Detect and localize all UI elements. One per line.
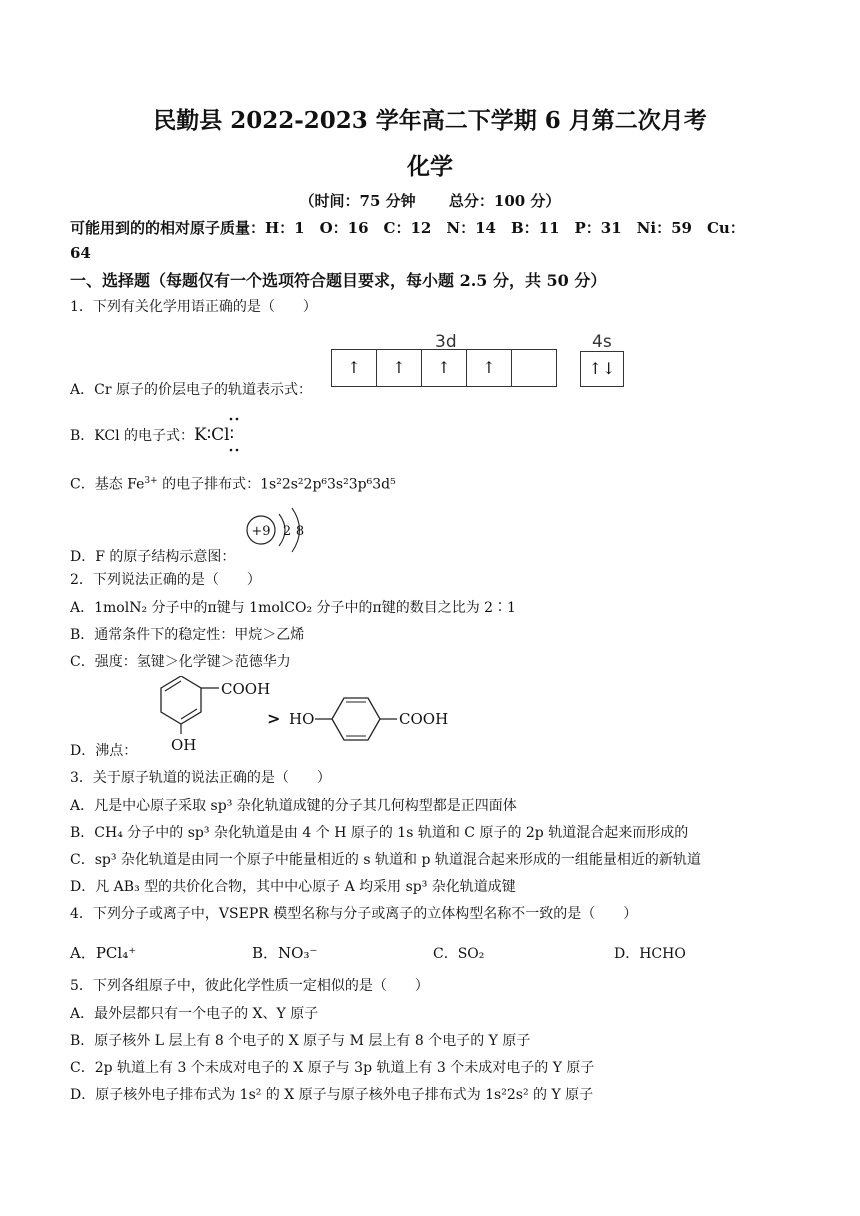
orbital-box: ↑ [331, 349, 377, 387]
cooh-label: COOH [221, 680, 271, 698]
q1-stem: 1．下列有关化学用语正确的是（ ） [70, 299, 317, 315]
orbital-box: ↑ [376, 349, 422, 387]
q4-option-a: A．PCl₄⁺ [70, 944, 137, 962]
q4-stem: 4．下列分子或离子中，VSEPR 模型名称与分子或离子的立体构型名称不一致的是（ ） [70, 906, 638, 922]
q5-stem: 5．下列各组原子中，彼此化学性质一定相似的是（ ） [70, 978, 429, 994]
q5-option-a: A．最外层都只有一个电子的 X、Y 原子 [70, 1006, 319, 1022]
electron-dots [222, 414, 252, 454]
kcl-electron-formula: K∶Cl∶ [194, 425, 235, 445]
nucleus-charge: +9 [251, 524, 271, 539]
q3-option-d: D．凡 AB₃ 型的共价化合物，其中中心原子 A 均采用 sp³ 杂化轨道成键 [70, 879, 516, 895]
shell-2-count: 8 [295, 524, 305, 539]
q3-option-b: B．CH₄ 分子中的 sp³ 杂化轨道是由 4 个 H 原子的 1s 轨道和 C 原子的 2p 轨道混合起来而形成的 [70, 825, 689, 841]
q2-option-c: C．强度：氢键＞化学键＞范德华力 [70, 654, 291, 670]
q4-option-b: B．NO₃⁻ [252, 944, 318, 962]
exam-info [0, 190, 860, 211]
q1-option-a: A．Cr 原子的价层电子的轨道表示式： [70, 382, 312, 398]
q1-option-c: C．基态 $Fe^{3+}$ 的电子排布式：1s²2s²2p⁶3s²3p⁶3d⁵ [70, 476, 396, 493]
shell-1-count: 2 [282, 524, 292, 539]
boiling-point-structures [135, 676, 465, 760]
subject-title: 化学 [407, 153, 453, 180]
orbital-box: ↑ [466, 349, 512, 387]
q2-option-d: D．沸点： [70, 743, 138, 759]
q5-option-c: C．2p 轨道上有 3 个未成对电子的 X 原子与 3p 轨道上有 3 个未成对电子的 Y 原子 [70, 1060, 595, 1076]
time-info: （时间：75 分钟 [299, 192, 416, 210]
atomic-masses-line2: 64 [70, 244, 91, 262]
q4-option-c: C．SO₂ [433, 946, 485, 962]
f-atom-structure-diagram [243, 502, 313, 560]
orbital-box [511, 349, 557, 387]
ho-label: HO [289, 710, 315, 728]
q3-option-a: A．凡是中心原子采取 sp³ 杂化轨道成键的分子其几何构型都是正四面体 [70, 798, 517, 814]
label-3d: 3d [435, 332, 457, 352]
q2-option-b: B．通常条件下的稳定性：甲烷＞乙烯 [70, 627, 305, 643]
q3-option-c: C．sp³ 杂化轨道是由同一个原子中能量相近的 s 轨道和 p 轨道混合起来形成的一组能量相近的新轨道 [70, 852, 701, 868]
q5-option-b: B．原子核外 L 层上有 8 个电子的 X 原子与 M 层上有 8 个电子的 Y 原子 [70, 1033, 531, 1049]
q3-stem: 3．关于原子轨道的说法正确的是（ ） [70, 770, 331, 786]
section-heading: 一、选择题（每题仅有一个选项符合题目要求，每小题 2.5 分，共 50 分） [70, 271, 607, 290]
q2-option-a: A．1molN₂ 分子中的π键与 1molCO₂ 分子中的π键的数目之比为 2∶1 [70, 600, 516, 616]
orbital-box: ↑ [421, 349, 467, 387]
q1-option-b: B．KCl 的电子式：K∶Cl∶ [70, 425, 235, 445]
q4-option-d: D．HCHO [614, 946, 686, 962]
q2-stem: 2．下列说法正确的是（ ） [70, 572, 261, 588]
q1-option-d: D．F 的原子结构示意图： [70, 549, 236, 565]
exam-title: 民勤县 2022-2023 学年高二下学期 6 月第二次月考 [153, 107, 707, 134]
greater-than: > [267, 709, 281, 728]
label-4s: 4s [592, 332, 612, 352]
cooh-label-2: COOH [399, 710, 449, 728]
oh-label: OH [171, 736, 197, 754]
atomic-masses-line1: 可能用到的的相对原子质量：H：1 O：16 C：12 N：14 B：11 P：31 Ni：59 Cu： [70, 219, 745, 237]
q5-option-d: D．原子核外电子排布式为 1s² 的 X 原子与原子核外电子排布式为 1s²2s² 的 Y 原子 [70, 1087, 594, 1103]
orbital-box-4s: ↑↓ [580, 351, 624, 387]
score-info: 总分：100 分） [448, 192, 561, 210]
